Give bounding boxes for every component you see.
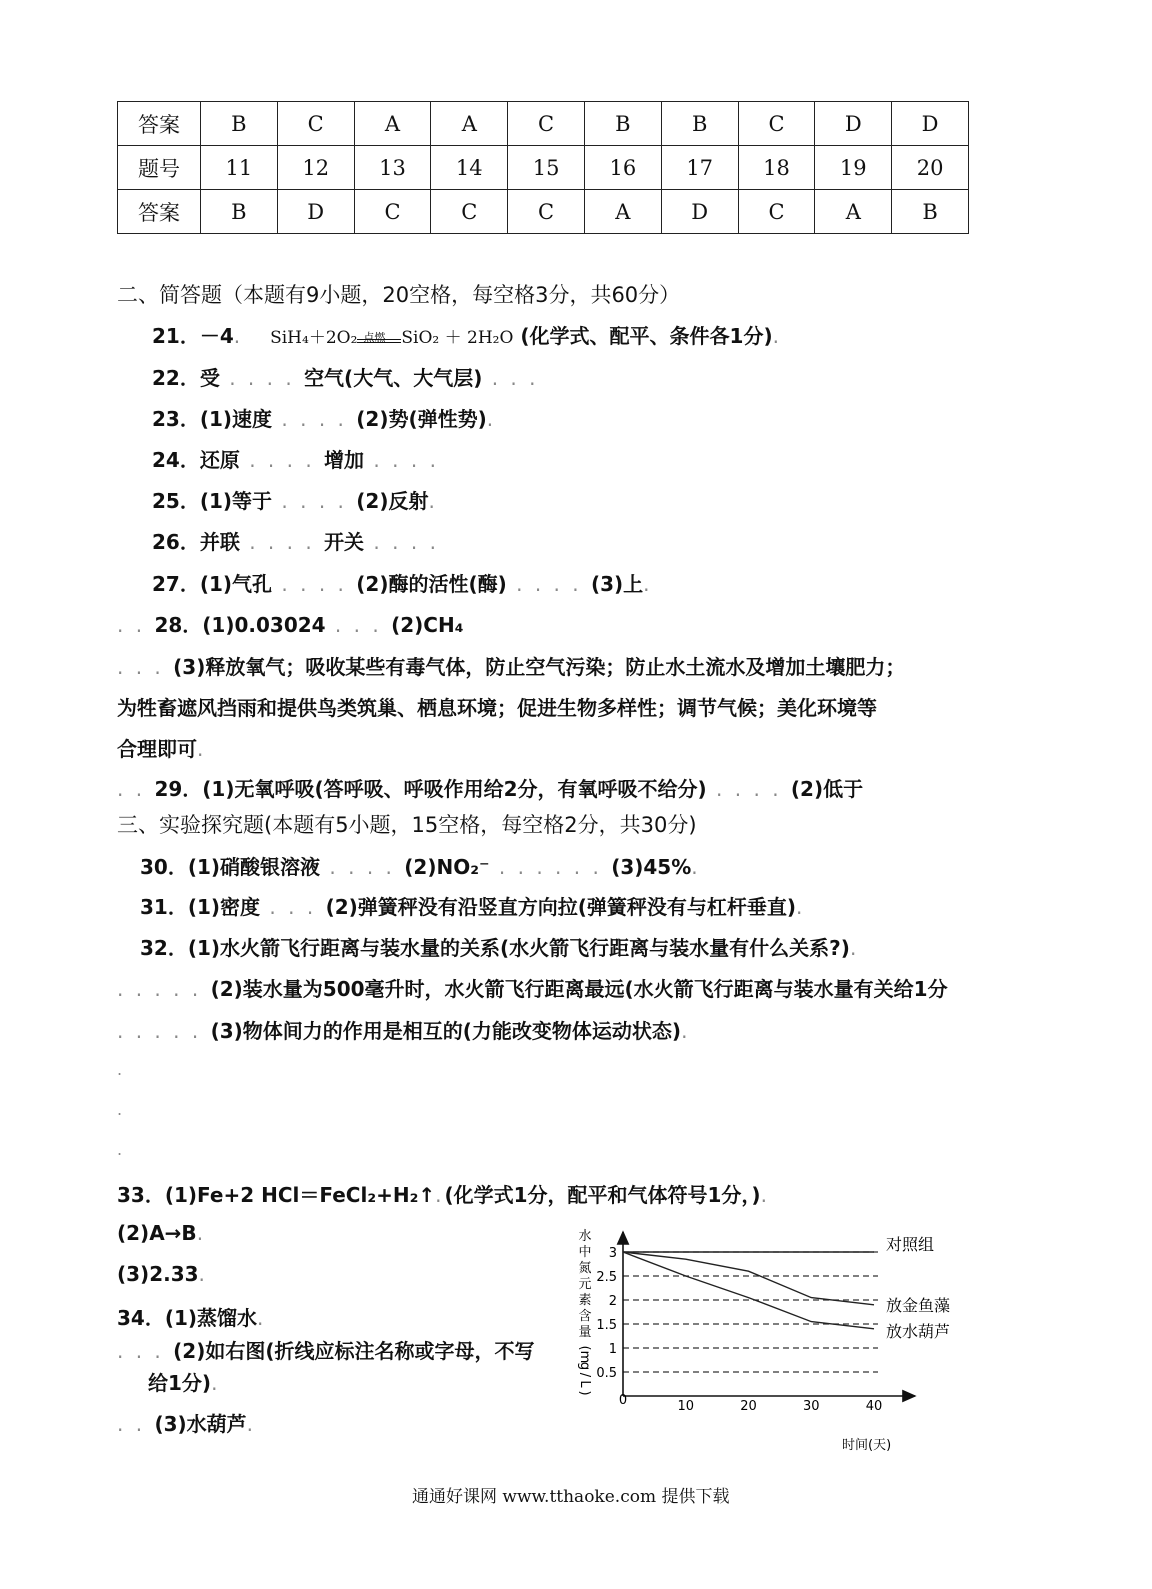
y-axis-label-char: 含	[578, 1309, 592, 1324]
answer-line-25: 25．(1)等于 . . . . (2)反射.	[152, 489, 438, 513]
answer-text: 合理即可	[117, 737, 197, 761]
answer-line-34-2a: . . . (2)如右图(折线应标注名称或字母，不写	[117, 1339, 535, 1363]
y-axis-label-char: 中	[578, 1245, 592, 1260]
y-axis-label-char: 量	[578, 1325, 592, 1340]
answer-text: (3)2.33	[117, 1262, 199, 1286]
table-cell: C	[354, 190, 431, 234]
y-axis-label-char: (	[577, 1345, 592, 1351]
table-cell: D	[892, 102, 969, 146]
axis-ticks	[596, 1246, 882, 1414]
question-number: 28．	[154, 613, 203, 637]
y-axis-label-char: 素	[578, 1293, 592, 1308]
answer-line-28-3a: . . . (3)释放氧气；吸收某些有毒气体，防止空气污染；防止水土流水及增加土壤肥力；	[117, 655, 906, 679]
table-cell: 19	[815, 146, 892, 190]
answer-text: 增加	[324, 448, 365, 472]
y-axis-label-char: 元	[578, 1277, 592, 1292]
question-number: 27．	[152, 572, 200, 596]
y-tick-label: 1	[608, 1342, 617, 1357]
y-axis-label-char: /	[577, 1372, 592, 1378]
table-cell: 13	[354, 146, 431, 190]
answer-line-33-3: (3)2.33.	[117, 1262, 208, 1286]
question-number: 31．	[140, 895, 188, 919]
answer-line-34-2b: 给1分).	[148, 1371, 221, 1395]
x-tick-label: 40	[865, 1399, 883, 1414]
table-cell: 11	[201, 146, 278, 190]
answer-line-21: 21．－4. SiH₄＋2O₂ 点燃 SiO₂ ＋ 2H₂O (化学式、配平、条件各1分).	[152, 324, 782, 348]
answer-text: (2)如右图(折线应标注名称或字母，不写	[173, 1339, 535, 1363]
answer-line-30: 30．(1)硝酸银溶液 . . . . (2)NO₂⁻ . . . . . . (3)45%.	[140, 855, 701, 879]
question-number: 24．	[152, 448, 200, 472]
answer-text: (1)硝酸银溶液	[187, 855, 321, 879]
answer-text: －4	[199, 324, 234, 348]
series-label: 放水葫芦	[886, 1321, 951, 1341]
answer-text: (3)水葫芦	[154, 1412, 247, 1436]
table-cell: 18	[738, 146, 815, 190]
table-row	[118, 146, 969, 190]
answer-line-34-3: . . (3)水葫芦.	[117, 1412, 256, 1436]
y-tick-label: 1.5	[596, 1318, 617, 1333]
answer-text: 空气(大气、大气层)	[304, 366, 483, 390]
answer-line-23: 23．(1)速度 . . . . (2)势(弹性势).	[152, 407, 497, 431]
series-label: 放金鱼藻	[886, 1295, 951, 1315]
answer-text: 给1分)	[148, 1371, 212, 1395]
y-tick-label: 2	[608, 1294, 617, 1309]
y-axis-label-char: m	[577, 1350, 592, 1364]
table-cell: B	[661, 102, 738, 146]
answer-line-27: 27．(1)气孔 . . . . (2)酶的活性(酶) . . . . (3)上.	[152, 572, 653, 596]
y-axis-label-char: g	[577, 1361, 592, 1371]
row-header: 答案	[118, 102, 201, 146]
table-cell: 16	[584, 146, 661, 190]
table-cell: B	[892, 190, 969, 234]
equation-condition: 点燃	[363, 331, 386, 344]
blank-dot: .	[117, 1100, 126, 1119]
y-axis-label-char: 水	[578, 1229, 592, 1244]
y-tick-label: 0.5	[596, 1366, 617, 1381]
answer-text: (3)45%	[611, 855, 692, 879]
table-cell: A	[584, 190, 661, 234]
y-axis-label	[577, 1228, 592, 1396]
answer-line-26: 26．并联 . . . . 开关 . . . .	[152, 530, 439, 554]
answer-text: (2)A→B	[117, 1221, 197, 1245]
question-number: 23．	[152, 407, 200, 431]
answer-text: (1)等于	[199, 489, 273, 513]
table-cell: B	[201, 190, 278, 234]
table-cell: C	[508, 190, 585, 234]
table-cell: 17	[661, 146, 738, 190]
question-number: 22．	[152, 366, 200, 390]
question-number: 21．	[152, 324, 200, 348]
table-cell: 14	[431, 146, 508, 190]
y-tick-label: 2.5	[596, 1270, 617, 1285]
answer-text: 并联	[199, 530, 240, 554]
table-cell: A	[354, 102, 431, 146]
table-cell: C	[277, 102, 354, 146]
answer-text: (1)蒸馏水	[164, 1306, 258, 1330]
answer-text: (2)势(弹性势)	[356, 407, 487, 431]
answer-text: (2)NO₂⁻	[404, 855, 490, 879]
answer-note: (化学式1分，配平和气体符号1分，)	[444, 1183, 761, 1207]
question-number: 33．	[117, 1183, 165, 1207]
y-axis-label-char: L	[577, 1380, 592, 1388]
answer-line-29: . . 29．(1)无氧呼吸(答呼吸、呼吸作用给2分，有氧呼吸不给分) . . . . (2)低于	[117, 777, 864, 801]
table-cell: D	[815, 102, 892, 146]
answer-text: (1)Fe+2 HCl＝FeCl₂+H₂↑	[164, 1183, 436, 1207]
answer-text: 受	[199, 366, 220, 390]
answer-line-32: 32．(1)水火箭飞行距离与装水量的关系(水火箭飞行距离与装水量有什么关系?).	[140, 936, 860, 960]
blank-dot: .	[117, 1060, 126, 1079]
series-leader	[874, 1329, 884, 1331]
answer-text: (1)速度	[199, 407, 273, 431]
page-footer: 通通好课网 www.tthaoke.com 提供下载	[412, 1487, 730, 1507]
table-cell: C	[738, 102, 815, 146]
table-cell: C	[738, 190, 815, 234]
chart-series	[623, 1235, 950, 1341]
section2-title: 二、简答题（本题有9小题，20空格，每空格3分，共60分）	[117, 283, 681, 307]
answer-text: (3)释放氧气；吸收某些有毒气体，防止空气污染；防止水土流水及增加土壤肥力；	[173, 655, 906, 679]
answer-text: (1)密度	[187, 895, 261, 919]
table-cell: A	[431, 102, 508, 146]
answer-text: (1)无氧呼吸(答呼吸、呼吸作用给2分，有氧呼吸不给分)	[202, 777, 707, 801]
table-row	[118, 190, 969, 234]
answer-text: 开关	[324, 530, 365, 554]
answer-line-28: . . 28．(1)0.03024 . . . (2)CH₄	[117, 613, 464, 637]
row-header: 题号	[118, 146, 201, 190]
table-cell: D	[661, 190, 738, 234]
answer-text: (1)气孔	[199, 572, 273, 596]
question-number: 32．	[140, 936, 188, 960]
answer-text: (2)弹簧秤没有沿竖直方向拉(弹簧秤没有与杠杆垂直)	[325, 895, 797, 919]
series-leader	[874, 1244, 884, 1252]
answer-text: (3)物体间力的作用是相互的(力能改变物体运动状态)	[210, 1019, 682, 1043]
table-cell: B	[584, 102, 661, 146]
equation-right: SiO₂ ＋ 2H₂O	[401, 328, 514, 348]
answer-text: (3)上	[590, 572, 644, 596]
table-cell: 12	[277, 146, 354, 190]
answer-text: (2)酶的活性(酶)	[356, 572, 507, 596]
answer-line-28-3b: 为牲畜遮风挡雨和提供鸟类筑巢、栖息环境；促进生物多样性；调节气候；美化环境等	[117, 696, 877, 720]
series-label: 对照组	[886, 1235, 935, 1254]
table-cell: D	[277, 190, 354, 234]
chart-grid	[623, 1252, 878, 1372]
answer-line-22: 22．受 . . . . 空气(大气、大气层) . . .	[152, 366, 539, 390]
answer-line-33: 33．(1)Fe+2 HCl＝FeCl₂+H₂↑.(化学式1分，配平和气体符号1分，).	[117, 1183, 770, 1207]
x-axis-label: 时间(天)	[842, 1438, 892, 1453]
series-line	[623, 1252, 874, 1329]
answer-line-31: 31．(1)密度 . . . (2)弹簧秤没有沿竖直方向拉(弹簧秤没有与杠杆垂直).	[140, 895, 806, 919]
nitrogen-content-chart	[560, 1220, 980, 1465]
answer-line-33-2: (2)A→B.	[117, 1221, 207, 1245]
table-cell: A	[815, 190, 892, 234]
chemical-equation	[270, 323, 513, 348]
answer-table	[117, 101, 969, 234]
table-row	[118, 102, 969, 146]
answer-text: (2)反射	[356, 489, 429, 513]
answer-line-32-2: . . . . . (2)装水量为500毫升时，水火箭飞行距离最远(水火箭飞行距离与装水量有关给1分	[117, 977, 948, 1001]
blank-dot: .	[117, 1140, 126, 1159]
table-cell: B	[201, 102, 278, 146]
table-cell: C	[431, 190, 508, 234]
answer-text: (2)低于	[790, 777, 864, 801]
answer-line-28-3c: 合理即可.	[117, 737, 207, 761]
x-tick-label: 10	[677, 1399, 695, 1414]
y-tick-label: 3	[608, 1246, 617, 1261]
y-axis-label-char: 氮	[578, 1261, 592, 1276]
question-number: 26．	[152, 530, 200, 554]
answer-line-32-3: . . . . . (3)物体间力的作用是相互的(力能改变物体运动状态).	[117, 1019, 691, 1043]
answer-text: (1)水火箭飞行距离与装水量的关系(水火箭飞行距离与装水量有什么关系?)	[187, 936, 850, 960]
question-number: 25．	[152, 489, 200, 513]
equation-left: SiH₄＋2O₂	[270, 328, 358, 348]
question-number: 34．	[117, 1306, 165, 1330]
answer-text: (2)CH₄	[391, 613, 464, 637]
y-axis-label-char: )	[577, 1390, 592, 1396]
answer-note: (化学式、配平、条件各1分)	[520, 324, 773, 348]
question-number: 29．	[154, 777, 203, 801]
table-cell: C	[508, 102, 585, 146]
question-number: 30．	[140, 855, 188, 879]
answer-line-24: 24．还原 . . . . 增加 . . . .	[152, 448, 439, 472]
answer-text: (2)装水量为500毫升时，水火箭飞行距离最远(水火箭飞行距离与装水量有关给1分	[210, 977, 948, 1001]
answer-line-34: 34．(1)蒸馏水.	[117, 1306, 267, 1330]
answer-text: 还原	[199, 448, 240, 472]
x-tick-label: 20	[740, 1399, 757, 1414]
table-cell: 20	[892, 146, 969, 190]
answer-text: (1)0.03024	[202, 613, 326, 637]
x-tick-label: 30	[802, 1399, 820, 1414]
table-cell: 15	[508, 146, 585, 190]
x-tick-label: 0	[618, 1393, 628, 1408]
section3-title: 三、实验探究题(本题有5小题，15空格，每空格2分，共30分)	[117, 813, 697, 837]
row-header: 答案	[118, 190, 201, 234]
